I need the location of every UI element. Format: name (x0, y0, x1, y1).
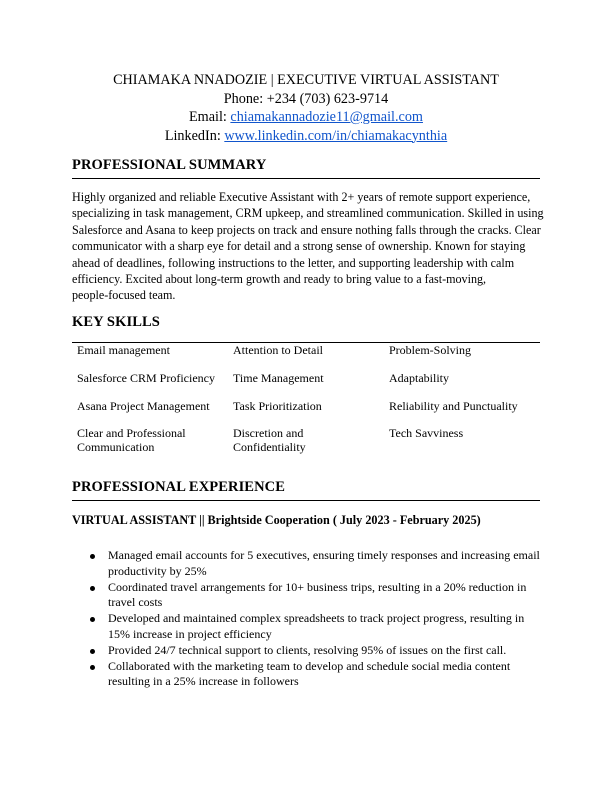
section-divider (72, 500, 540, 501)
phone-line (0, 90, 612, 109)
bullet-icon (90, 554, 95, 559)
section-title-summary: PROFESSIONAL SUMMARY (72, 157, 267, 173)
section-title-skills: KEY SKILLS (72, 314, 160, 330)
summary-line: efficiency. Excited about long-term growth and ready to bring value to a fast-moving, (72, 272, 487, 287)
skill-item: Time Management (233, 371, 324, 385)
name-title: CHIAMAKA NNADOZIE | EXECUTIVE VIRTUAL ASSISTANT (113, 72, 499, 88)
bullet-item (90, 611, 545, 643)
bullet-line: 15% increase in project efficiency (108, 626, 272, 641)
bullet-icon (90, 586, 95, 591)
skill-item: Tech Savviness (389, 426, 464, 440)
bullet-line: Coordinated travel arrangements for 10+ business trips, resulting in a 20% reduction in (108, 579, 527, 594)
summary-text (72, 189, 542, 304)
bullet-icon (90, 649, 95, 654)
linkedin-label: LinkedIn: (164, 127, 225, 144)
phone-number: +234 (703) 623-9714 (266, 90, 389, 107)
job-heading: VIRTUAL ASSISTANT || Brightside Cooperation ( July 2023 - February 2025) (72, 513, 481, 527)
skill-item: Salesforce CRM Proficiency (77, 371, 215, 385)
summary-line: Salesforce and Asana to keep projects on track and ensure nothing falls through the cracks. Clear (72, 222, 541, 237)
skill-item (77, 426, 186, 454)
skill-item: Asana Project Management (77, 399, 210, 413)
bullet-icon (90, 617, 95, 622)
bullet-line: Developed and maintained complex spreadsheets to track project progress, resulting in (108, 611, 525, 626)
bullet-line: Provided 24/7 technical support to clients, resolving 95% of issues on the first call. (108, 642, 507, 657)
summary-line: communicator with a sharp eye for detail and a strong sense of ownership. Known for staying (72, 239, 526, 254)
linkedin-line (0, 127, 612, 146)
bullet-item (90, 548, 545, 580)
section-title-experience: PROFESSIONAL EXPERIENCE (72, 479, 285, 495)
summary-line: Highly organized and reliable Executive Assistant with 2+ years of remote support experience, (72, 190, 531, 204)
bullet-line: productivity by 25% (108, 563, 207, 578)
skill-item: Reliability and Punctuality (389, 399, 518, 413)
summary-line: ahead of deadlines, following instructions to the letter, and supporting leadership with calm (72, 255, 515, 270)
bullet-item (90, 659, 545, 691)
email-label: Email: (189, 109, 231, 125)
skill-item: Attention to Detail (233, 343, 323, 357)
resume-header (0, 71, 612, 145)
email-link[interactable]: chiamakannadozie11@gmail.com (230, 109, 423, 125)
skill-item-line: Confidentiality (233, 440, 306, 455)
skill-item: Adaptability (389, 371, 449, 385)
bullet-icon (90, 665, 95, 670)
bullet-item (90, 580, 545, 612)
bullet-line: travel costs (108, 595, 163, 610)
bullet-line: Managed email accounts for 5 executives, ensuring timely responses and increasing email (108, 548, 540, 562)
skill-item-line: Discretion and (233, 426, 304, 440)
bullet-item (90, 643, 545, 659)
section-divider (72, 178, 540, 179)
bullet-line: resulting in a 25% increase in followers (108, 674, 299, 689)
email-line (0, 108, 612, 127)
job-bullet-list (90, 548, 545, 690)
skill-item: Task Prioritization (233, 399, 322, 413)
skill-item-line: Communication (77, 440, 155, 455)
skill-item: Problem-Solving (389, 343, 472, 357)
summary-line: specializing in task management, CRM upkeep, and streamlined communication. Skilled in using (72, 206, 544, 221)
skill-item: Email management (77, 343, 170, 357)
linkedin-link[interactable]: www.linkedin.com/in/chiamakacynthia (224, 127, 448, 144)
summary-line: people-focused team. (72, 288, 176, 303)
skill-item-line: Clear and Professional (77, 426, 186, 440)
bullet-line: Collaborated with the marketing team to develop and schedule social media content (108, 658, 511, 673)
skill-item (233, 426, 306, 454)
phone-label: Phone: (223, 90, 267, 107)
